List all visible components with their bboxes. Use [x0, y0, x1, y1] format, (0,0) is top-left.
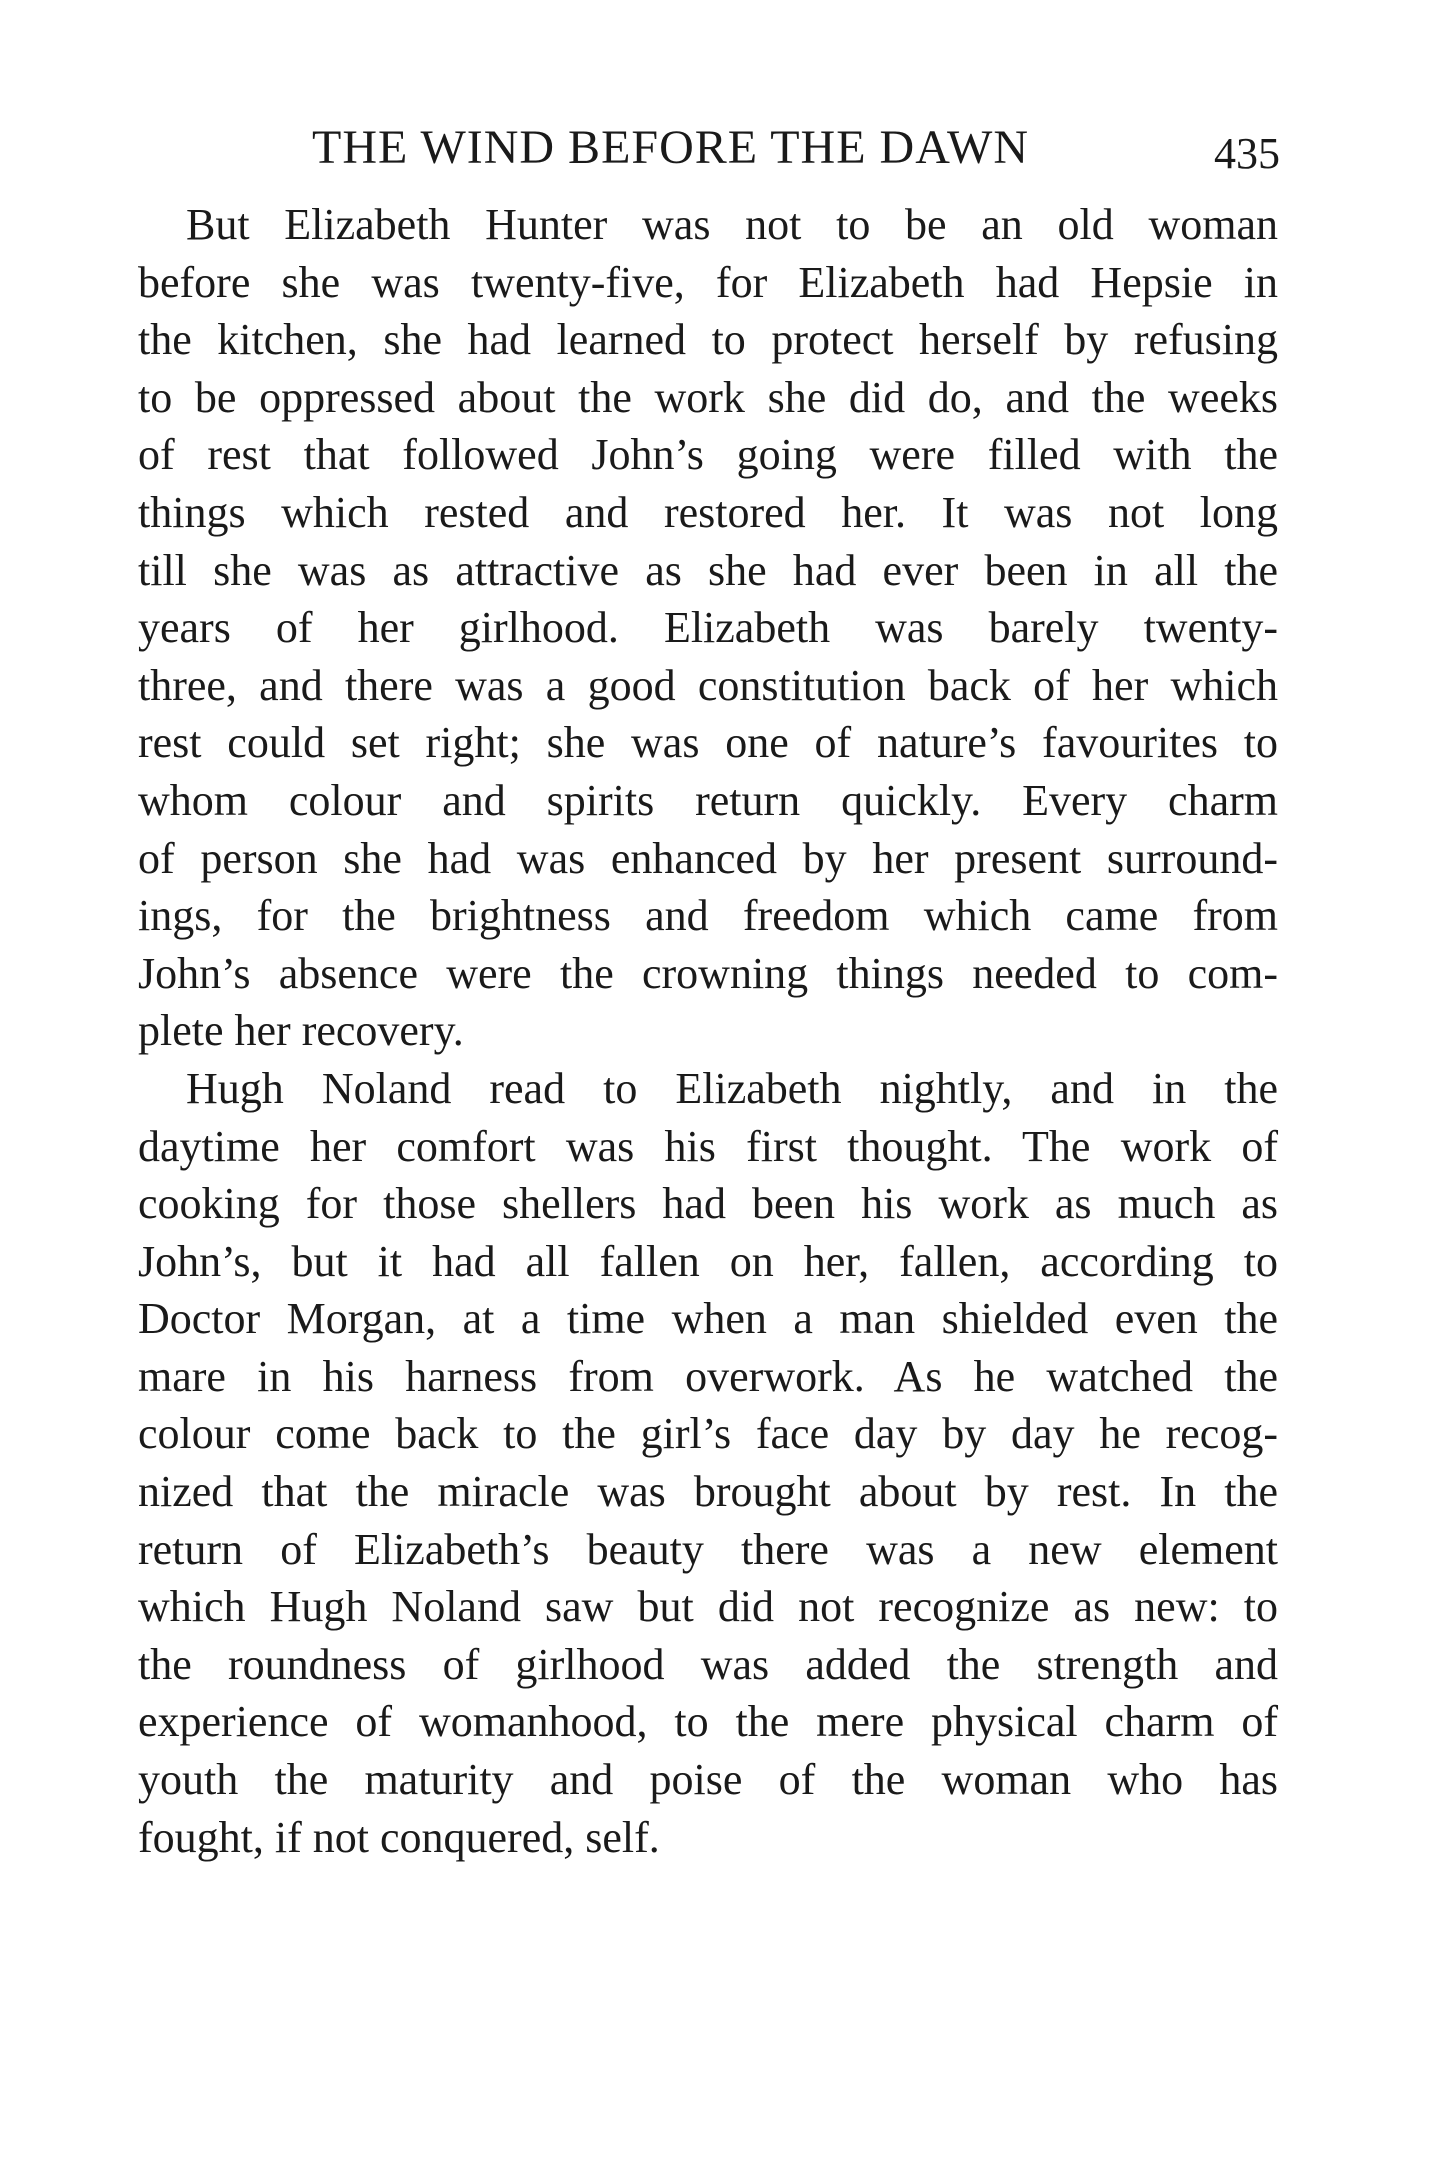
text-line: youth the maturity and poise of the woman who has	[138, 1755, 1278, 1805]
paragraph-1	[138, 196, 1278, 1060]
text-line: of rest that followed John’s going were filled with the	[138, 430, 1278, 480]
text-line: plete her recovery.	[138, 1006, 464, 1056]
body-text	[138, 196, 1278, 1866]
text-line: ings, for the brightness and freedom which came from	[138, 891, 1278, 941]
text-line: colour come back to the girl’s face day by day he recog-	[138, 1409, 1278, 1459]
text-line: rest could set right; she was one of nature’s favourites to	[138, 718, 1278, 768]
paragraph-2	[138, 1060, 1278, 1866]
text-line: nized that the miracle was brought about by rest. In the	[138, 1467, 1278, 1517]
text-line: daytime her comfort was his first thought. The work of	[138, 1121, 1278, 1171]
text-line: things which rested and restored her. It was not long	[138, 487, 1278, 537]
text-line: John’s, but it had all fallen on her, fallen, according to	[138, 1236, 1278, 1286]
page-number: 435	[1214, 129, 1280, 178]
text-line: mare in his harness from overwork. As he watched the	[138, 1351, 1278, 1401]
text-line: whom colour and spirits return quickly. Every charm	[138, 775, 1278, 825]
running-head	[140, 118, 1280, 178]
text-line: John’s absence were the crowning things needed to com-	[138, 948, 1278, 998]
running-title: THE WIND BEFORE THE DAWN	[312, 121, 1029, 174]
text-line: years of her girlhood. Elizabeth was barely twenty-	[138, 603, 1278, 653]
text-line: return of Elizabeth’s beauty there was a new element	[138, 1524, 1278, 1574]
text-line: experience of womanhood, to the mere physical charm of	[138, 1697, 1278, 1747]
text-line: cooking for those shellers had been his work as much as	[138, 1179, 1278, 1229]
text-line: But Elizabeth Hunter was not to be an old woman	[186, 200, 1278, 249]
text-line: till she was as attractive as she had ever been in all the	[138, 545, 1278, 595]
text-line: the kitchen, she had learned to protect herself by refusing	[138, 315, 1278, 365]
text-line: three, and there was a good constitution back of her which	[138, 660, 1278, 710]
text-line: fought, if not conquered, self.	[138, 1812, 660, 1862]
text-line: Hugh Noland read to Elizabeth nightly, and in the	[186, 1063, 1278, 1113]
text-line: to be oppressed about the work she did do, and the weeks	[138, 372, 1278, 422]
text-line: before she was twenty-five, for Elizabeth had Hepsie in	[138, 257, 1278, 307]
text-line: of person she had was enhanced by her present surround-	[138, 833, 1278, 883]
text-line: Doctor Morgan, at a time when a man shielded even the	[138, 1294, 1278, 1344]
text-line: which Hugh Noland saw but did not recognize as new: to	[138, 1582, 1278, 1632]
text-line: the roundness of girlhood was added the strength and	[138, 1639, 1278, 1689]
